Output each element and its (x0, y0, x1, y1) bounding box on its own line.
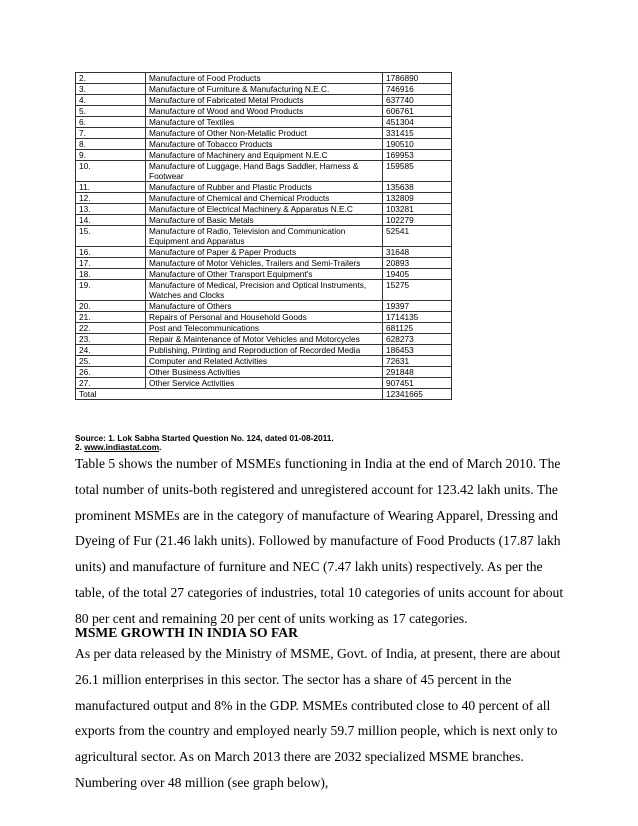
industry-name: Other Service Activities (146, 378, 383, 389)
row-number: 10. (76, 161, 146, 182)
row-number: 4. (76, 95, 146, 106)
total-value: 12341665 (383, 389, 452, 400)
paragraph-table-summary: Table 5 shows the number of MSMEs functioning in India at the end of March 2010. The total number of units-both registered and unregistered account for 123.42 lakh units. The prominent MSMEs are in the category of manufacture of Wearing Apparel, Dressing and Dyeing of Fur (21.46 lakh units). Followed by manufacture of Food Products (17.87 lakh units) and manufacture of furniture and NEC (7.47 lakh units) respectively. As per the table, of the total 27 categories of industries, total 10 categories of units account for about 80 per cent and remaining 20 per cent of units working as 17 categories. (75, 456, 564, 626)
unit-count: 1786890 (383, 73, 452, 84)
total-row (76, 389, 452, 400)
industry-name: Manufacture of Medical, Precision and Optical Instruments, Watches and Clocks (146, 280, 383, 301)
row-number: 27. (76, 378, 146, 389)
industry-name: Repairs of Personal and Household Goods (146, 312, 383, 323)
unit-count: 159585 (383, 161, 452, 182)
row-number: 18. (76, 269, 146, 280)
row-number: 3. (76, 84, 146, 95)
industry-name: Repair & Maintenance of Motor Vehicles and Motorcycles (146, 334, 383, 345)
unit-count: 628273 (383, 334, 452, 345)
row-number: 14. (76, 215, 146, 226)
table-row (76, 247, 452, 258)
table-row (76, 367, 452, 378)
unit-count: 72631 (383, 356, 452, 367)
industry-name: Manufacture of Basic Metals (146, 215, 383, 226)
row-number: 7. (76, 128, 146, 139)
industry-name: Publishing, Printing and Reproduction of Recorded Media (146, 345, 383, 356)
unit-count: 291848 (383, 367, 452, 378)
row-number: 5. (76, 106, 146, 117)
row-number: 16. (76, 247, 146, 258)
industry-name: Manufacture of Other Transport Equipment's (146, 269, 383, 280)
unit-count: 31648 (383, 247, 452, 258)
total-label: Total (76, 389, 383, 400)
table-row (76, 139, 452, 150)
table-row (76, 345, 452, 356)
industry-name: Manufacture of Machinery and Equipment N.E.C (146, 150, 383, 161)
unit-count: 103281 (383, 204, 452, 215)
unit-count: 15275 (383, 280, 452, 301)
row-number: 22. (76, 323, 146, 334)
unit-count: 681125 (383, 323, 452, 334)
table-row (76, 161, 452, 182)
industry-name: Manufacture of Tobacco Products (146, 139, 383, 150)
industry-name: Manufacture of Chemical and Chemical Products (146, 193, 383, 204)
unit-count: 907451 (383, 378, 452, 389)
unit-count: 135638 (383, 182, 452, 193)
row-number: 13. (76, 204, 146, 215)
table-row (76, 73, 452, 84)
source-link[interactable]: www.indiastat.com (84, 442, 160, 452)
unit-count: 52541 (383, 226, 452, 247)
table-row (76, 204, 452, 215)
table-row (76, 258, 452, 269)
table-row (76, 378, 452, 389)
table-row (76, 182, 452, 193)
row-number: 8. (76, 139, 146, 150)
industry-name: Manufacture of Furniture & Manufacturing N.E.C. (146, 84, 383, 95)
unit-count: 20893 (383, 258, 452, 269)
industry-name: Manufacture of Other Non-Metallic Product (146, 128, 383, 139)
unit-count: 19397 (383, 301, 452, 312)
paragraph-msme-growth: As per data released by the Ministry of MSME, Govt. of India, at present, there are about 26.1 million enterprises in this sector. The sector has a share of 45 percent in the manufactured output and 8% in the GDP. MSMEs contributed close to 40 percent of all exports from the country and employed nearly 59.7 million people, which is next only to agricultural sector. As on March 2013 there are 2032 specialized MSME branches. Numbering over 48 million (see graph below), (75, 646, 561, 790)
source-line-2-suffix: . (159, 442, 162, 452)
industry-name: Manufacture of Motor Vehicles, Trailers and Semi-Trailers (146, 258, 383, 269)
row-number: 21. (76, 312, 146, 323)
row-number: 11. (76, 182, 146, 193)
row-number: 6. (76, 117, 146, 128)
section-heading: MSME GROWTH IN INDIA SO FAR (75, 625, 298, 640)
industry-name: Manufacture of Fabricated Metal Products (146, 95, 383, 106)
table-row (76, 334, 452, 345)
industry-name: Other Business Activities (146, 367, 383, 378)
unit-count: 451304 (383, 117, 452, 128)
row-number: 2. (76, 73, 146, 84)
row-number: 26. (76, 367, 146, 378)
table-row (76, 193, 452, 204)
row-number: 12. (76, 193, 146, 204)
industry-name: Manufacture of Wood and Wood Products (146, 106, 383, 117)
row-number: 20. (76, 301, 146, 312)
row-number: 24. (76, 345, 146, 356)
row-number: 25. (76, 356, 146, 367)
industry-name: Manufacture of Others (146, 301, 383, 312)
table-row (76, 226, 452, 247)
unit-count: 132809 (383, 193, 452, 204)
table-row (76, 128, 452, 139)
row-number: 23. (76, 334, 146, 345)
table-row (76, 106, 452, 117)
industry-name: Computer and Related Activities (146, 356, 383, 367)
industry-name: Manufacture of Food Products (146, 73, 383, 84)
table-row (76, 117, 452, 128)
table-row (76, 323, 452, 334)
row-number: 9. (76, 150, 146, 161)
table-row (76, 280, 452, 301)
table-row (76, 356, 452, 367)
table-row (76, 150, 452, 161)
table-source (75, 434, 575, 452)
unit-count: 19405 (383, 269, 452, 280)
table-row (76, 215, 452, 226)
unit-count: 190510 (383, 139, 452, 150)
unit-count: 331415 (383, 128, 452, 139)
industry-name: Manufacture of Electrical Machinery & Apparatus N.E.C (146, 204, 383, 215)
unit-count: 637740 (383, 95, 452, 106)
unit-count: 746916 (383, 84, 452, 95)
table-row (76, 269, 452, 280)
table-row (76, 95, 452, 106)
industry-name: Manufacture of Rubber and Plastic Products (146, 182, 383, 193)
unit-count: 102279 (383, 215, 452, 226)
source-line-1: Source: 1. Lok Sabha Started Question No. 124, dated 01-08-2011. (75, 433, 334, 443)
unit-count: 1714135 (383, 312, 452, 323)
unit-count: 169953 (383, 150, 452, 161)
industry-name: Manufacture of Radio, Television and Communication Equipment and Apparatus (146, 226, 383, 247)
industry-name: Manufacture of Luggage, Hand Bags Saddler, Harness & Footwear (146, 161, 383, 182)
industry-name: Post and Telecommunications (146, 323, 383, 334)
table-row (76, 312, 452, 323)
table-body (76, 73, 452, 400)
row-number: 17. (76, 258, 146, 269)
industry-name: Manufacture of Textiles (146, 117, 383, 128)
row-number: 19. (76, 280, 146, 301)
table-row (76, 84, 452, 95)
industry-name: Manufacture of Paper & Paper Products (146, 247, 383, 258)
unit-count: 186453 (383, 345, 452, 356)
unit-count: 606761 (383, 106, 452, 117)
source-line-2-prefix: 2. (75, 442, 85, 452)
row-number: 15. (76, 226, 146, 247)
msme-units-table (75, 72, 452, 400)
table-row (76, 301, 452, 312)
